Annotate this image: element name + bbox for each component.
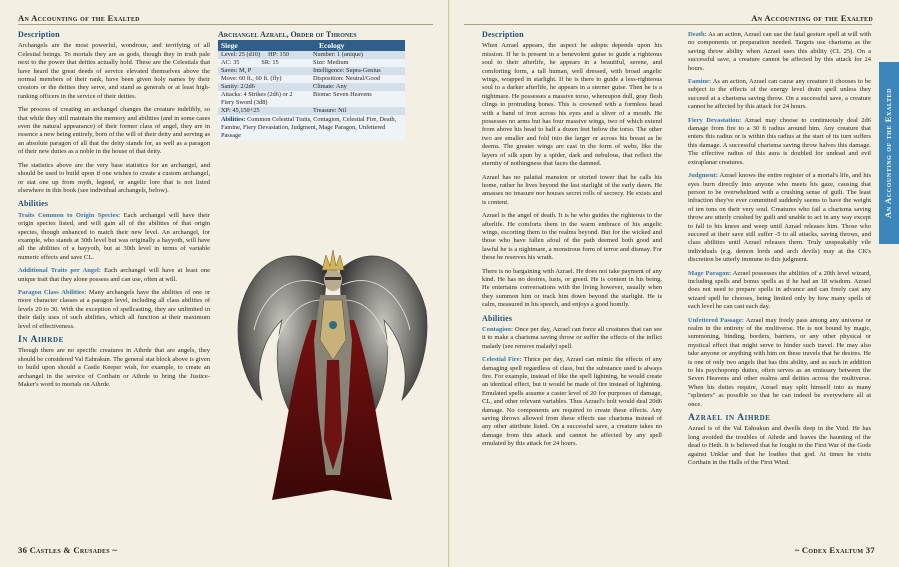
stat-cell: Disposition: Neutral/Good [313,75,380,82]
paragraph-text: Once per day, Azrael can force all creatures that can see it to make a charisma saving throw or suffer the effects of the inflict malady (see remove malady) spell. [482,326,663,350]
stat-cell: Intelligence: Supra-Genius [313,67,381,74]
page-footer-right: ~ Codex Exaltum 37 [794,545,875,555]
paragraph: There is no bargaining with Azrael. He does not take payment of any kind. He has no desires, lusts, or greed. He is content in his being. He entertains conversations with the living however, usually when they summon him or track him down beyond the starlight. He is calm, measured in his speech, and enjoys a good homily. [482,267,662,309]
stat-cell: Saves: M, P [221,67,252,74]
paragraph-text: Azrael possesses the abilities of a 20th level wizard, including spells and bonus spells as if he had an 18 wisdom. Azrael does not need to prepare spells in advance and can freely cast any wizard spell he chooses, being limited only by how many spells of each level he can cast each day. [688,269,871,311]
paragraph-text: Each archangel will have their origin species listed, and will gain all of the abilities of that origin species, though enhanced to match their new level. An archangel, for example, who stands at 30th level but was originally a hayyoth, will have all the abilities of a hayyoth, but at 30th level in terms of variable numeric effects and save CL. [18,211,211,261]
paragraph [482,356,662,448]
stat-row [218,75,405,83]
stat-row [218,67,405,75]
paragraph-text: Azrael knows the entire register of a mortal's life, and his eyes burn directly into anyone who meets his gaze, causing that person to be overwhelmed with a crushing sense of guilt. The least infraction they've ever committed suddenly seems to have the weight of ten tons on their very soul. Creatures who fail a charisma saving throw are utterly crushed by guilt and unable to act in any way except to fall to his knees and weep until Azrael releases him. Those who succeed at their save still suffer -5 to all attacks, saving throws, and class abilities until Azrael releases them. Truly unspeakably vile individuals (e.g. demon lords and arch devils) may at the CK's discretion be utterly immune to this judgment. [688,172,871,264]
stat-abilities-label: Abilities: [221,116,246,123]
stat-cell: AC: 35 [221,59,240,66]
header-rule [464,24,872,25]
section-heading: Azrael in Aihrde [688,412,771,424]
lead-term: Death: [688,31,707,38]
paragraph [18,289,210,331]
paragraph [688,31,871,73]
paragraph [688,172,871,264]
running-head-left: An Accounting of the Exalted [18,13,140,23]
paragraph: Archangels are the most powerful, wondrous, and terrifying of all Celestial beings. To mortals they are as gods, though they in truth pale next to the power that deities actually hold. These are the Celestials that have heard the great deeds of service elevated themselves above the normal members of their rank, have been given holy names by their creators or the deities they serve, and stand as generals or at least high-ranking officers in the service of their deities. [18,42,210,100]
section-heading: Abilities [18,199,49,209]
stat-cell: XP: 45,150+25 [221,107,260,114]
stat-cell: Treasure: Nil [313,107,347,114]
paragraph: Azrael is the angel of death. It is he who guides the righteous to the afterlife. He comforts them in the warm embrace of his angelic wings, escorting them to the realms beyond. But for the wicked and those who have fallen afoul of the path deemed both good and lawful he is a nightmare, a monstrous form of terror and dismay. For these he reserves his wrath. [482,212,662,262]
left-page [0,0,449,567]
stat-cell: Move: 60 ft., 60 ft. (fly) [221,75,282,82]
paragraph [482,326,662,351]
lead-term: Contagion: [482,326,514,333]
paragraph: Azrael is of the Val Eahrakun and dwells deep in the Void. He has long avoided the troubles of Aihrde and leaves the haunting of the dead to Heth. It is believed that he fought in the First War of the Gods against Unklar and that he loathes that god. At times he visits Corthain in the Halls of the First Wind. [688,425,871,467]
stat-cell: HP: 150 [268,51,289,58]
stat-title: Archangel Azrael, Order of Thrones [218,31,405,41]
stat-cell: Biome: Seven Heavens [313,91,372,98]
paragraph: The statistics above are the very base statistics for an archangel, and should be used to build upon if one wishes to create a custom archangel, or stat one up from myth, legend, or angelic lore that is not listed elsewhere in this book (see individual archangels, below). [18,161,210,194]
lead-term: Fiery Devastation: [688,116,742,124]
lead-term: Paragon Class [18,288,59,296]
paragraph [688,317,871,409]
paragraph [688,270,871,312]
lead-term: Traits Common to Origin Species: [18,211,121,219]
stat-row [218,83,405,91]
paragraph-text: Many archangels have the abilities of one or more character classes at a paragon level, including all class abilities of levels 20 to 30. With the exception of spellcasting, they are unlimited in their daily uses of such abilities, which all function at their maximum level of effectiveness. [18,288,211,330]
lead-term: Unfettered Passage: [688,316,744,324]
paragraph [18,212,210,262]
paragraph: The process of creating an archangel changes the creature indelibly, so that while they still maintain the memory and abilities (and in some cases even the natural appearance) of their former class of angel, they are in essence a new being entirely, born of the will of their deity and serving as an absolute paragon of all that the deity stands for, as well as a paragon of their new duties as a noble in the house of that deity. [18,106,210,156]
paragraph [688,78,871,112]
section-heading: Description [482,30,524,39]
lead-term: Additional Traits per Angel: [18,267,101,275]
paragraph [18,267,210,284]
running-head-right: An Accounting of the Exalted [751,13,873,23]
section-heading: Abilities [482,313,513,323]
paragraph: When Azrael appears, the aspect he adopts depends upon his mission. If he is present in a benevolent guise to guide a righteous soul to their afterlife, he appears in a beautiful, serene, and comforting form, a tall human, well dressed, with broad angelic wings, wrapped in starlight. If he is there to guide a less-righteous soul to a darker afterlife, he appears in a sterner guise. Then he is a nightmare. He possesses a massive torso, whereupon dull, gray flesh clings to protruding bones. This is crowned with a formless head with a band of iron across his eyes and a sliver of a mouth. He possesses no arms but has four massive wings, two of which extend from above his head to half a dozen feet below the torso. The other two are smaller and fold into the larger or across his breast as he deems. The greater wings are cast in the form of webs, like the layers of silk spun by a spider, dark and nebulous, that reflect the eternity of nothingness that faces the damned. [482,42,662,168]
paragraph-text: Each archangel will have at least one unique trait that they alone possess and can use, often at will. [18,267,211,283]
stat-header-row [218,41,405,51]
stat-cell: Level: 25 (d10) [221,51,261,58]
header-rule [18,24,433,25]
paragraph-text: As an action, Azrael can cause any creature it chooses to be subject to the effects of the energy level drain spell unless they succeed at a charisma saving throw. On a successful save, a creature cannot be affected by this attack for 24 hours. [688,78,871,111]
lead-term: Famine: [688,78,712,86]
section-heading: In Aihrde [18,334,64,345]
stat-row [218,59,405,67]
right-page [450,0,899,567]
stat-rows [218,51,405,115]
paragraph: Though there are no specific creatures in Aihrde that are angels, they should be considered Val Eahrakun. The general stat block above is given to build upon should a Castle Keeper wish, for example, to create an archangel in the service of Corthain or Aihrde to bring the Justice-Maker's word to mortals on Aihrde. [18,347,210,389]
paragraph: Azrael has no palatial mansion or storied tower that he calls his home, rather he lives beyond the last starlight of the early dawn. He amasses no treasure nor houses secret rolls of secrecy. He exists and is content. [482,173,662,206]
stat-cell: Attacks: 4 Strikes (2d6) or 2 Fiery Sword (3d8) [221,91,293,106]
archangel-illustration [232,200,432,510]
stat-row [218,91,405,107]
paragraph-text: Thrice per day, Azrael can mimic the effects of any damaging spell regardless of class, but the substance used is always fire. For example, instead of like the spell lightning, he would create an identical effect, but it would be made of fire instead of lightning. Emulated spells assume a caster level of 20 for purposes of damage, CL, and other relevant variables. Thus Azrael's bolt would deal 20d6 damage. No components are required to create these effects. Any saving throws allowed from these effects use charisma instead of any other attribute listed. On a successful save, a creature takes no damage from this attack and cannot be affected by any spell emulated by this attack for 24 hours. [482,356,662,448]
stat-cell: Size: Medium [313,59,349,66]
paragraph-text: Azrael may freely pass among any universe or realm in the entirety of the multiverse. He is not bound by magic, summoning, binding, borders, barriers, or any other physical or mystical effect that might serve to hinder such travel. He may also take anyone or anything with him on these travels that he desires. He is one of only two angels that has this ability, and as such in addition to his psychopomp duties, often serves as an emissary between the Seven Heavens and other realms and deities across the multiverse. When his duties require, Azrael may split himself into as many "splinters" as possible so that he can indeed be everywhere all at once. [688,316,872,408]
lead-term: Celestial Fire: [482,356,522,364]
lead-term: Mage Paragon: [688,269,732,277]
stat-cell: Sanity: 2/2d6 [221,83,255,90]
stat-block [218,31,405,141]
chapter-side-tab-label: An Accounting of the Exalted [883,87,893,219]
section-heading: Description [18,30,60,39]
stat-cell: Number: 1 (unique) [313,51,364,58]
stat-abilities [218,115,405,141]
paragraph-text: Azrael may choose to continuously deal 2d6 damage from fire to a 30 ft radius around him. Any creature that enters this radius or is within this radius at the start of its turn suffers this damage. A successful charisma saving throw halves this damage. The effective radius of this aura is doubled for undead and evil extraplanar creatures. [688,116,871,166]
page-footer-left: 36 Castles & Crusades ~ [18,545,118,555]
left-column [18,31,210,394]
stat-cell: SR: 15 [261,59,279,66]
stat-row [218,51,405,59]
stat-cell: Climate: Any [313,83,347,90]
chapter-side-tab [879,62,899,244]
lead-term: Abilities: [61,288,87,296]
stat-col-header: Ecology [319,41,345,50]
lead-term: Judgment: [688,172,718,180]
right-column-2 [688,31,871,473]
stat-abilities-text: Common Celestial Traits, Contagion, Celestial Fire, Death, Famine, Fiery Devastation, Judgment, Mage Paragon, Unfettered Passage [221,116,397,139]
paragraph [688,117,871,167]
stat-col-header: Siege [221,41,238,50]
paragraph-text: As an action, Azrael can use the fatal gesture spell at will with no components or preparation needed. Targets use charisma as the saving throw ability when Azrael uses this ability (CL 25). On a successful save, a creature cannot be affected by this attack for 24 hours. [688,31,871,72]
right-column-1 [482,31,662,454]
stat-row [218,107,405,115]
